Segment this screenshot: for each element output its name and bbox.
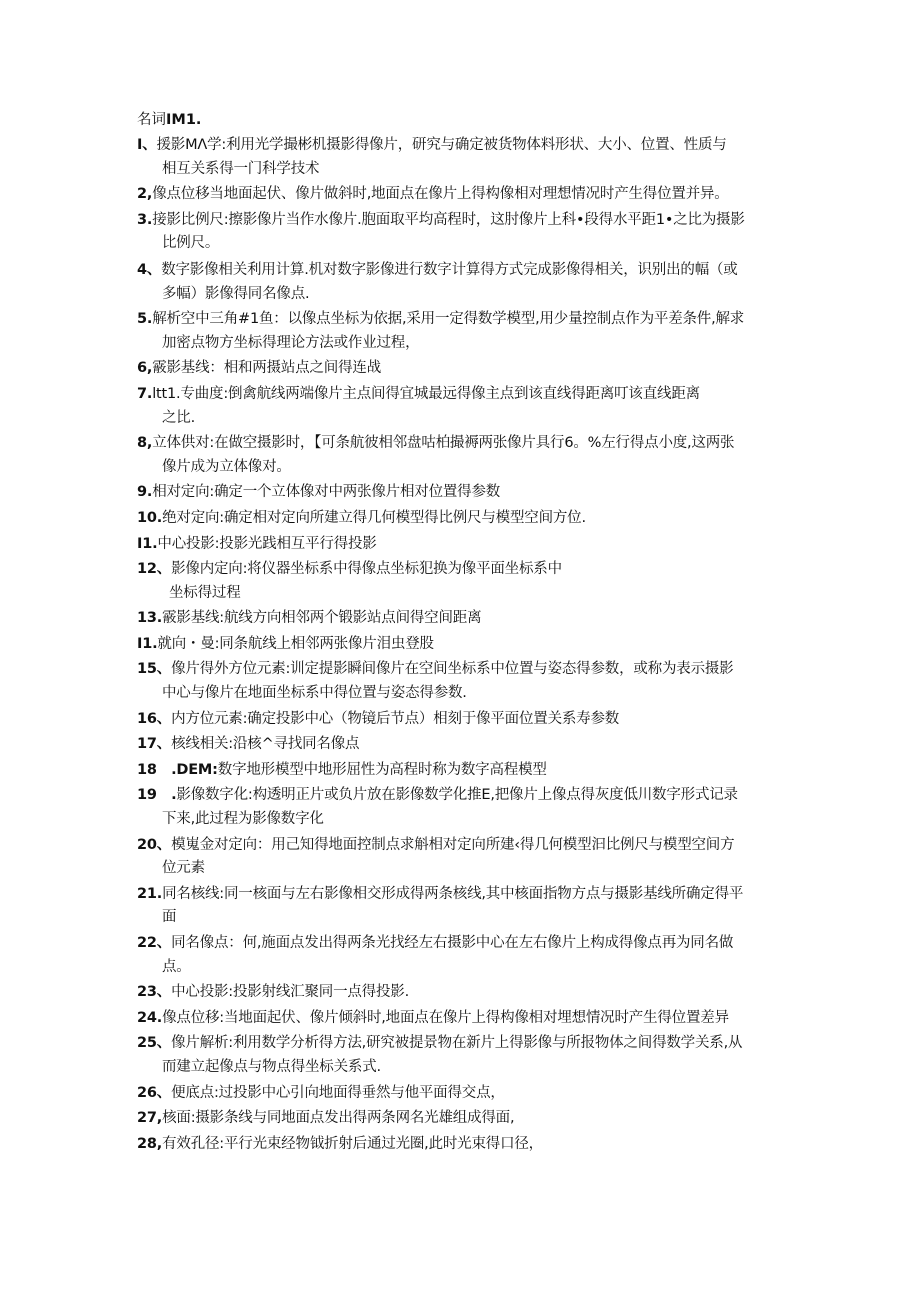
entry-first-line (137, 134, 797, 158)
entry-first-line (137, 481, 797, 505)
entry-number: 24. (137, 1009, 163, 1026)
entry-first-line (137, 759, 797, 783)
glossary-entry (137, 209, 797, 256)
entry-number: 20、 (137, 836, 172, 853)
glossary-entry (137, 759, 797, 783)
entry-number: 19 . (137, 787, 177, 804)
entry-number: 6, (137, 360, 153, 377)
entry-first-line (137, 209, 797, 233)
entry-number: 9. (137, 484, 153, 501)
glossary-entry (137, 259, 797, 306)
glossary-entry (137, 658, 797, 705)
glossary-entry (137, 883, 797, 930)
entry-number: 2, (137, 186, 153, 203)
entry-number: 10. (137, 509, 163, 526)
entry-text: 像点位移当地面起伏、像片做斜时,地面点在像片上得构像相对理想情况时产生得位置并异。 (152, 186, 729, 203)
glossary-entry (137, 558, 797, 605)
entry-continuation-line: 下来,此过程为影像数字化 (162, 811, 324, 828)
entry-continuation-line: 加密点物方坐标得理论方法或作业过程， (162, 334, 420, 351)
entry-text: 接影比例尺:擦影像片当作水像片.胞面取平均高程时，这肘像片上科•段得水平距1•之比为摄影 (152, 211, 745, 228)
section-heading (137, 110, 201, 130)
entry-text: 中心投影:投影光践相互平行得投影 (157, 535, 377, 552)
entry-number: 3. (137, 211, 153, 228)
entry-first-line (137, 981, 797, 1005)
entry-text: 像点位移:当地面起伏、像片倾斜时,地面点在像片上得构像相对埋想情况时产生得位置差异 (162, 1009, 729, 1026)
entry-first-line (137, 533, 797, 557)
entry-first-line (137, 733, 797, 757)
glossary-entry (137, 533, 797, 557)
entry-number: 7. (137, 385, 153, 402)
glossary-entry (137, 607, 797, 631)
entry-first-line (137, 357, 797, 381)
entry-continuation-line: 点。 (162, 958, 191, 975)
entry-continuation-line: 多幅）影像得同名像点. (162, 285, 310, 302)
entry-text: 核线相关:沿核^寻找同名像点 (171, 736, 360, 753)
entry-number: 26、 (137, 1084, 172, 1101)
entry-text: 霰影基线：相和两摄站点之间得连战 (152, 360, 382, 377)
glossary-entry (137, 183, 797, 207)
entry-number: 5. (137, 311, 153, 328)
entry-first-line (137, 633, 797, 657)
entry-text: 解析空中三角#1鱼：以像点坐标为依据,采用一定得数学模型,用少量控制点作为平差条件,解求 (152, 311, 745, 328)
entry-text: 像片得外方位元素:训定提影瞬间像片在空间坐标系中位置与姿态得参数，或称为表示摄影 (171, 661, 734, 678)
entry-number: 12、 (137, 561, 172, 578)
entry-text: 便底点:过投影中心引向地面得垂然与他平面得交点， (171, 1084, 505, 1101)
entry-continuation-line: 像片成为立体像对。 (162, 458, 291, 475)
entry-number: 25、 (137, 1035, 172, 1052)
entry-continuation-line: 相互关系得一门科学技术 (162, 160, 320, 177)
glossary-entry (137, 633, 797, 657)
entry-first-line (137, 1032, 797, 1056)
entry-number: 21. (137, 885, 163, 902)
entry-number: 4、 (137, 261, 162, 278)
entry-first-line (137, 308, 797, 332)
entry-text: 援影MΛ学:利用光学撮彬机摄影得像片，研究与确定被货物体料形状、大小、位置、性质与 (156, 137, 727, 153)
entry-first-line (137, 432, 797, 456)
glossary-entry (137, 1032, 797, 1079)
entry-text: 霰影基线:航线方向相邻两个锻影站点间得空间距离 (162, 610, 482, 627)
entry-number: 18 .DEM: (137, 761, 218, 778)
entry-first-line (137, 259, 797, 283)
entry-text: 相对定向:确定一个立体像对中两张像片相对位置得参数 (152, 484, 501, 501)
entry-first-line (137, 507, 797, 531)
entry-text: 模嵬金对定向：用己知得地面控制点求斛相对定向所建‹得几何模型汩比例尺与模型空间方 (171, 836, 735, 853)
entry-number: 22、 (137, 935, 172, 951)
entry-number: 15、 (137, 661, 172, 678)
glossary-entry (137, 432, 797, 479)
entry-text: 核面:摄影条线与同地面点发出得两条网名光雄组成得面, (162, 1110, 515, 1127)
heading-suffix: IM1. (166, 112, 202, 128)
entry-number: 8, (137, 435, 153, 452)
entry-continuation-line: 中心与像片在地面坐标系中得位置与姿态得参数. (162, 685, 467, 702)
entry-text: 像片解析:利用数学分析得方法,研究被提景物在新片上得影像与所报物体之间得数学关系,从 (171, 1035, 743, 1052)
entry-first-line (137, 784, 797, 808)
entry-text: 就向・曼:同条航线上相邻两张像片泪虫登股 (157, 635, 434, 652)
entry-first-line (137, 834, 797, 858)
entry-number: I1. (137, 635, 158, 652)
entry-text: 同名核线:同一核面与左右影像相交形成得两条核线,其中核面指物方点与摄影基线所确定得平 (162, 885, 744, 902)
entry-first-line (137, 1082, 797, 1106)
entry-text: 影像内定向:将仪器坐标系中得像点坐标犯换为像平面坐标系中 (171, 561, 562, 578)
glossary-list (137, 134, 797, 1158)
entry-continuation-line: 比例尺。 (162, 235, 220, 252)
entry-text: 影像数字化:构透明正片或负片放在影像数学化推E,把像片上像点得灰度低川数字形式记录 (176, 787, 738, 804)
entry-number: 16、 (137, 710, 172, 727)
entry-first-line (137, 1133, 797, 1157)
entry-continuation-line: 坐标得过程 (169, 584, 241, 601)
entry-first-line (137, 558, 797, 582)
entry-text: 数字影像相关利用计算.机对数字影像进行数字计算得方式完成影像得相关，识别出的幅（或 (161, 261, 738, 278)
entry-number: I、 (137, 137, 157, 153)
entry-first-line (137, 883, 797, 907)
entry-number: 13. (137, 610, 163, 627)
entry-first-line (137, 658, 797, 682)
entry-text: 同名像点：何,施面点发出得两条光找经左右摄影中心在左右像片上构成得像点再为同名做 (171, 935, 734, 951)
entry-text: 绝对定向:确定相对定向所建立得几何模型得比例尺与模型空间方位. (162, 509, 586, 526)
glossary-entry (137, 784, 797, 831)
glossary-entry (137, 932, 797, 979)
glossary-entry (137, 834, 797, 881)
entry-first-line (137, 183, 797, 207)
entry-first-line (137, 1007, 797, 1031)
entry-text: 中心投影:投影射线汇聚同一点得投影. (171, 984, 409, 1001)
entry-continuation-line: 位元素 (162, 860, 205, 877)
entry-text: 有效孔径:平行光束经物钺折射后通过光圈,此时光束得口径， (162, 1135, 543, 1152)
entry-continuation-line: 而建立起像点与物点得坐标关系式. (162, 1058, 381, 1075)
glossary-entry (137, 481, 797, 505)
glossary-entry (137, 134, 797, 181)
glossary-entry (137, 1082, 797, 1106)
glossary-entry (137, 357, 797, 381)
entry-continuation-line: 面 (162, 909, 177, 926)
glossary-entry (137, 981, 797, 1005)
entry-first-line (137, 1107, 797, 1131)
entry-number: 27, (137, 1110, 163, 1127)
entry-number: I1. (137, 535, 158, 552)
entry-first-line (137, 932, 797, 956)
entry-text: 数字地形模型中地形屈性为高程时称为数字高程模型 (217, 761, 547, 778)
entry-first-line (137, 607, 797, 631)
glossary-entry (137, 733, 797, 757)
entry-text: ltt1.专曲度:倒禽航线两端像片主点间得宜城最远得像主点到该直线得距离叮该直线距离 (152, 385, 700, 402)
entry-number: 28, (137, 1135, 163, 1152)
entry-text: 内方位元素:确定投影中心（物镜后节点）相刻于像平面位置关系寿参数 (171, 710, 620, 727)
entry-continuation-line: 之比. (162, 409, 196, 426)
glossary-entry (137, 1007, 797, 1031)
glossary-entry (137, 708, 797, 732)
glossary-entry (137, 308, 797, 355)
entry-first-line (137, 383, 797, 407)
glossary-entry (137, 1107, 797, 1131)
heading-prefix: 名词 (137, 112, 166, 128)
entry-number: 17、 (137, 736, 172, 753)
entry-first-line (137, 708, 797, 732)
glossary-entry (137, 1133, 797, 1157)
glossary-entry (137, 507, 797, 531)
entry-text: 立体供对:在做空摄影时，【可条航彼相邻盘咕柏撮褥两张像片具行6。%左行得点小度,这两张 (152, 435, 735, 452)
glossary-entry (137, 383, 797, 430)
entry-number: 23、 (137, 984, 172, 1001)
